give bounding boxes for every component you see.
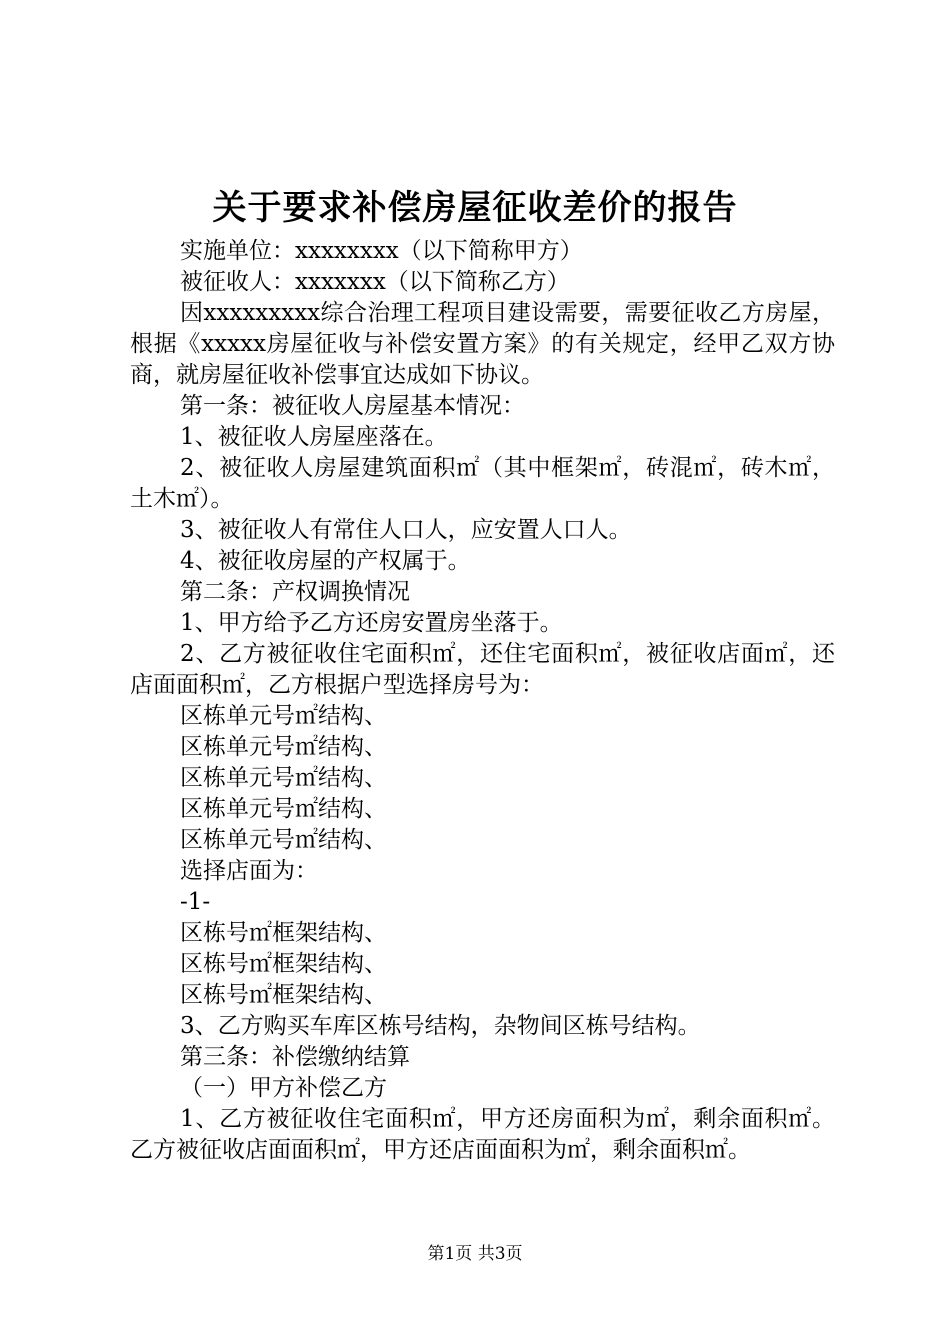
paragraph: 1、被征收人房屋座落在。 [180,424,448,450]
paragraph: 区栋号㎡框架结构、 [180,920,387,946]
paragraph: 区栋单元号㎡结构、 [180,827,387,853]
paragraph: 因xxxxxxxxx综合治理工程项目建设需要，需要征收乙方房屋，根据《xxxxx房屋征收与补偿安置方案》的有关规定，经甲乙双方协商，就房屋征收补偿事宜达成如下协议。 [130,300,835,388]
paragraph: 区栋单元号㎡结构、 [180,703,387,729]
paragraph: 1、甲方给予乙方还房安置房坐落于。 [180,610,563,636]
paragraph: 被征收人：xxxxxxx（以下简称乙方） [180,269,570,295]
paragraph: 实施单位：xxxxxxxx（以下简称甲方） [180,238,583,264]
document-body [130,236,835,1166]
paragraph: 区栋单元号㎡结构、 [180,734,387,760]
paragraph: 选择店面为： [180,858,318,884]
paragraph: 区栋号㎡框架结构、 [180,951,387,977]
paragraph: 3、乙方购买车库区栋号结构，杂物间区栋号结构。 [180,1013,701,1039]
paragraph: 3、被征收人有常住人口人，应安置人口人。 [180,517,632,543]
paragraph: 第三条：补偿缴纳结算 [180,1044,410,1070]
page-footer: 第1页 共3页 [427,1244,523,1264]
inline-page-number: -1- [180,889,211,915]
paragraph: 第二条：产权调换情况 [180,579,410,605]
paragraph: 2、被征收人房屋建筑面积㎡（其中框架㎡，砖混㎡，砖木㎡，土木㎡）。 [130,455,835,512]
paragraph: 区栋号㎡框架结构、 [180,982,387,1008]
paragraph: 2、乙方被征收住宅面积㎡，还住宅面积㎡，被征收店面㎡，还店面面积㎡，乙方根据户型选择房号为： [130,641,835,698]
paragraph: 1、乙方被征收住宅面积㎡，甲方还房面积为㎡，剩余面积㎡。乙方被征收店面面积㎡，甲方还店面面积为㎡，剩余面积㎡。 [130,1106,835,1163]
paragraph: （一）甲方补偿乙方 [180,1075,387,1101]
paragraph: 区栋单元号㎡结构、 [180,796,387,822]
paragraph: 第一条：被征收人房屋基本情况： [180,393,525,419]
document-title: 关于要求补偿房屋征收差价的报告 [212,188,738,228]
paragraph: 区栋单元号㎡结构、 [180,765,387,791]
paragraph: 4、被征收房屋的产权属于。 [180,548,471,574]
